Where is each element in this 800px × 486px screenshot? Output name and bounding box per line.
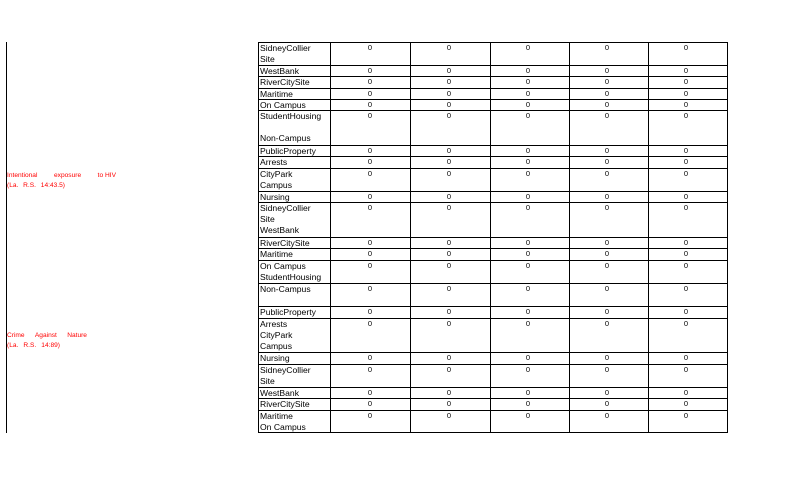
count-cell: 0: [683, 66, 689, 75]
count-cell: 0: [367, 203, 373, 212]
count-cell: 0: [683, 388, 689, 397]
location-cell: [260, 353, 290, 364]
count-cell: 0: [525, 365, 531, 374]
count-cell: 0: [367, 100, 373, 109]
count-cell: 0: [525, 203, 531, 212]
location-label: RiverCitySite: [260, 399, 310, 409]
count-cell: 0: [683, 43, 689, 52]
location-label: Site: [260, 214, 275, 225]
count-cell: 0: [446, 192, 452, 201]
offense-word: Nature: [67, 332, 87, 339]
count-cell: 0: [683, 100, 689, 109]
row-rule: [258, 99, 728, 100]
count-cell: 0: [525, 353, 531, 362]
row-rule: [258, 432, 728, 433]
row-rule: [258, 145, 728, 146]
count-cell: 0: [683, 111, 689, 120]
count-cell: 0: [446, 261, 452, 270]
count-cell: 0: [446, 169, 452, 178]
location-label: CityPark: [260, 169, 293, 179]
count-cell: 0: [525, 146, 531, 155]
count-cell: 0: [525, 66, 531, 75]
count-cell: 0: [683, 249, 689, 258]
count-cell: 0: [367, 157, 373, 166]
count-cell: 0: [604, 399, 610, 408]
count-cell: 0: [446, 388, 452, 397]
count-cell: 0: [525, 77, 531, 86]
row-rule: [258, 306, 728, 307]
offense-text-line: [7, 341, 60, 351]
location-label: CityPark: [260, 330, 293, 341]
count-cell: 0: [604, 157, 610, 166]
location-label: Maritime: [260, 89, 293, 99]
row-rule: [258, 248, 728, 249]
offense-word: 14:89): [41, 341, 60, 349]
count-cell: 0: [683, 319, 689, 328]
count-cell: 0: [525, 399, 531, 408]
row-rule: [258, 156, 728, 157]
location-cell: [260, 66, 299, 77]
location-cell: [260, 111, 321, 145]
count-cell: 0: [604, 203, 610, 212]
offense-text-line: [7, 181, 65, 191]
count-cell: 0: [604, 111, 610, 120]
count-cell: 0: [367, 284, 373, 293]
location-cell: [260, 365, 311, 387]
count-cell: 0: [446, 307, 452, 316]
location-cell: [260, 388, 299, 399]
location-label: Non-Campus: [260, 284, 311, 294]
count-cell: 0: [367, 66, 373, 75]
row-rule: [258, 364, 728, 365]
location-label: Site: [260, 376, 275, 387]
count-cell: 0: [525, 261, 531, 270]
offense-word: R.S.: [23, 341, 37, 349]
count-cell: 0: [604, 146, 610, 155]
count-cell: 0: [446, 146, 452, 155]
count-cell: 0: [525, 238, 531, 247]
count-cell: 0: [604, 238, 610, 247]
count-cell: 0: [446, 365, 452, 374]
row-rule: [258, 260, 728, 261]
location-label: Nursing: [260, 192, 290, 202]
count-cell: 0: [367, 365, 373, 374]
count-cell: 0: [446, 100, 452, 109]
count-cell: 0: [525, 169, 531, 178]
count-cell: 0: [367, 353, 373, 362]
count-cell: 0: [604, 192, 610, 201]
location-label: PublicProperty: [260, 146, 316, 156]
row-rule: [258, 237, 728, 238]
count-cell: 0: [525, 192, 531, 201]
location-label: SidneyCollier: [260, 365, 311, 375]
count-cell: 0: [525, 319, 531, 328]
location-label: WestBank: [260, 225, 300, 236]
count-cell: 0: [683, 77, 689, 86]
count-cell: 0: [683, 353, 689, 362]
count-cell: 0: [604, 319, 610, 328]
count-cell: 0: [367, 77, 373, 86]
offense-word: 14:43.5): [40, 181, 65, 189]
count-cell: 0: [446, 203, 452, 212]
row-rule: [258, 88, 728, 89]
count-cell: 0: [446, 157, 452, 166]
row-rule: [258, 318, 728, 319]
count-cell: 0: [604, 43, 610, 52]
count-cell: 0: [367, 192, 373, 201]
location-label: [260, 122, 321, 133]
count-cell: 0: [446, 284, 452, 293]
count-cell: 0: [446, 249, 452, 258]
location-label: StudentHousing: [260, 111, 322, 121]
count-cell: 0: [525, 411, 531, 420]
location-label: On Campus: [260, 100, 306, 110]
count-cell: 0: [367, 307, 373, 316]
location-cell: [260, 284, 311, 295]
location-cell: [260, 192, 290, 203]
row-rule: [258, 387, 728, 388]
count-cell: 0: [367, 43, 373, 52]
count-cell: 0: [604, 169, 610, 178]
count-cell: 0: [604, 261, 610, 270]
offense-word: Against: [34, 332, 57, 339]
row-rule: [258, 76, 728, 77]
count-cell: 0: [446, 89, 452, 98]
offense-word: (La.: [7, 181, 19, 189]
count-cell: 0: [604, 66, 610, 75]
count-cell: 0: [525, 100, 531, 109]
row-rule: [258, 65, 728, 66]
count-cell: 0: [367, 238, 373, 247]
location-cell: [260, 307, 316, 318]
location-label: Campus: [260, 180, 292, 191]
location-cell: [260, 77, 310, 88]
location-label: WestBank: [260, 388, 300, 398]
row-rule: [258, 168, 728, 169]
location-cell: [260, 100, 306, 111]
count-cell: 0: [525, 111, 531, 120]
offense-word: to HIV: [97, 172, 116, 179]
count-cell: 0: [604, 411, 610, 420]
count-cell: 0: [683, 238, 689, 247]
location-label: Arrests: [260, 319, 288, 329]
count-cell: 0: [367, 111, 373, 120]
count-cell: 0: [604, 77, 610, 86]
row-rule: [258, 283, 728, 284]
count-cell: 0: [683, 157, 689, 166]
location-label: On Campus: [260, 261, 306, 271]
count-cell: 0: [525, 284, 531, 293]
offense-text-line: [7, 171, 116, 181]
row-rule: [258, 410, 728, 411]
count-cell: 0: [367, 169, 373, 178]
count-cell: 0: [367, 411, 373, 420]
count-cell: 0: [683, 192, 689, 201]
offense-word: exposure: [53, 172, 82, 179]
location-label: RiverCitySite: [260, 77, 310, 87]
count-cell: 0: [367, 399, 373, 408]
row-rule: [258, 202, 728, 203]
count-cell: 0: [604, 89, 610, 98]
location-cell: [260, 261, 321, 283]
count-cell: 0: [525, 307, 531, 316]
row-rule: [258, 398, 728, 399]
count-cell: 0: [525, 249, 531, 258]
location-cell: [260, 399, 310, 410]
row-rule: [258, 42, 728, 43]
location-label: Maritime: [260, 411, 293, 421]
count-cell: 0: [446, 353, 452, 362]
location-cell: [260, 238, 310, 249]
location-cell: [260, 157, 287, 168]
location-label: Nursing: [260, 353, 290, 363]
count-cell: 0: [367, 261, 373, 270]
count-cell: 0: [446, 43, 452, 52]
count-cell: 0: [604, 365, 610, 374]
count-cell: 0: [604, 100, 610, 109]
count-cell: 0: [604, 307, 610, 316]
count-cell: 0: [683, 307, 689, 316]
offense-word: (La.: [7, 341, 19, 349]
count-cell: 0: [367, 146, 373, 155]
location-cell: [260, 411, 306, 433]
table-left-border: [6, 42, 7, 433]
count-cell: 0: [683, 365, 689, 374]
location-cell: [260, 203, 311, 237]
location-cell: [260, 169, 292, 191]
location-label: On Campus: [260, 422, 306, 433]
count-cell: 0: [446, 238, 452, 247]
location-label: Non-Campus: [260, 133, 311, 144]
offense-word: Crime: [7, 332, 25, 339]
offense-word: R.S.: [23, 181, 36, 189]
location-label: SidneyCollier: [260, 203, 311, 213]
count-cell: 0: [446, 66, 452, 75]
offense-label: [7, 171, 116, 190]
location-cell: [260, 249, 293, 260]
count-cell: 0: [525, 89, 531, 98]
count-cell: 0: [683, 411, 689, 420]
count-cell: 0: [604, 284, 610, 293]
row-rule: [258, 110, 728, 111]
offense-label: [7, 331, 87, 350]
location-label: PublicProperty: [260, 307, 316, 317]
location-label: Campus: [260, 341, 292, 352]
offense-text-line: [7, 331, 87, 341]
location-label: RiverCitySite: [260, 238, 310, 248]
count-cell: 0: [367, 319, 373, 328]
count-cell: 0: [683, 203, 689, 212]
count-cell: 0: [446, 399, 452, 408]
location-cell: [260, 43, 311, 65]
location-cell: [260, 146, 316, 157]
count-cell: 0: [683, 146, 689, 155]
count-cell: 0: [446, 411, 452, 420]
count-cell: 0: [446, 111, 452, 120]
location-label: Site: [260, 54, 275, 65]
count-cell: 0: [604, 353, 610, 362]
count-cell: 0: [604, 249, 610, 258]
count-cell: 0: [683, 399, 689, 408]
location-label: Arrests: [260, 157, 288, 167]
location-cell: [260, 89, 293, 100]
count-cell: 0: [683, 169, 689, 178]
location-label: Maritime: [260, 249, 293, 259]
location-cell: [260, 319, 292, 353]
count-cell: 0: [604, 388, 610, 397]
count-cell: 0: [367, 388, 373, 397]
count-cell: 0: [525, 43, 531, 52]
count-cell: 0: [525, 157, 531, 166]
count-cell: 0: [446, 77, 452, 86]
offense-word: Intentional: [7, 172, 38, 179]
location-label: SidneyCollier: [260, 43, 311, 53]
count-cell: 0: [367, 249, 373, 258]
count-cell: 0: [367, 89, 373, 98]
count-cell: 0: [446, 319, 452, 328]
row-rule: [258, 191, 728, 192]
count-cell: 0: [525, 388, 531, 397]
location-label: StudentHousing: [260, 272, 322, 283]
count-cell: 0: [683, 261, 689, 270]
count-cell: 0: [683, 89, 689, 98]
row-rule: [258, 352, 728, 353]
count-cell: 0: [683, 284, 689, 293]
location-label: WestBank: [260, 66, 300, 76]
